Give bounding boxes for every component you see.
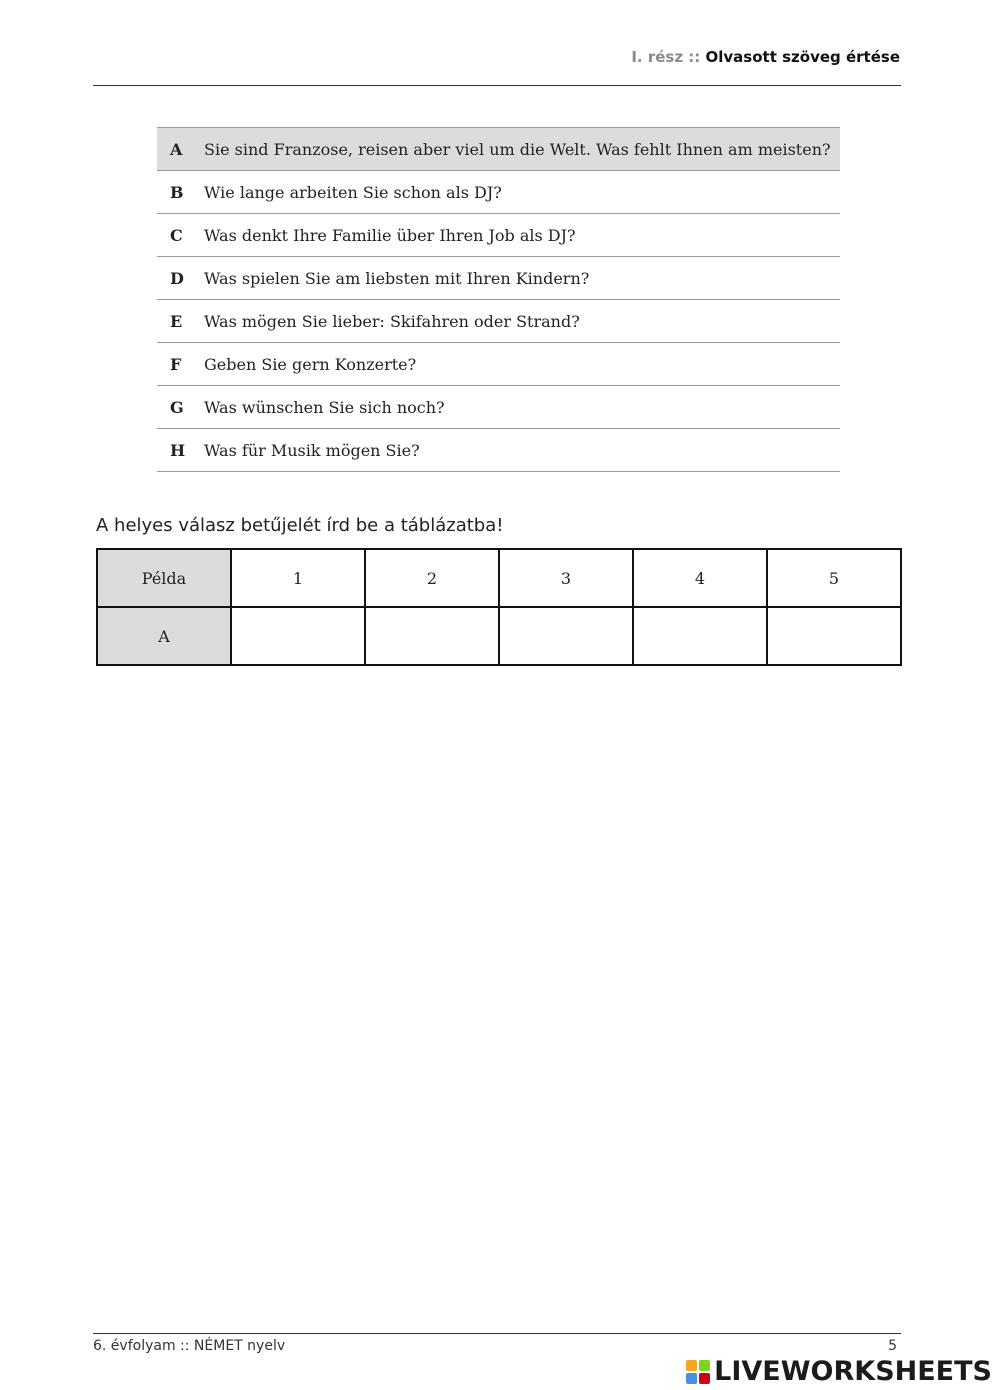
- option-row-a: [157, 127, 840, 171]
- answer-input-4[interactable]: [633, 607, 767, 665]
- options-list: [157, 127, 840, 472]
- option-text: Geben Sie gern Konzerte?: [204, 354, 417, 374]
- option-letter: C: [170, 225, 183, 245]
- answer-table: [96, 548, 902, 666]
- section-title: Olvasott szöveg értése: [705, 48, 900, 66]
- header-cell-3: 3: [499, 549, 633, 607]
- header-cell-1: 1: [231, 549, 365, 607]
- option-row-g: [157, 386, 840, 429]
- option-row-d: [157, 257, 840, 300]
- option-row-f: [157, 343, 840, 386]
- brand-name: LIVEWORKSHEETS: [714, 1356, 992, 1387]
- header-cell-5: 5: [767, 549, 901, 607]
- header-cell-2: 2: [365, 549, 499, 607]
- option-text: Was für Musik mögen Sie?: [204, 440, 420, 460]
- answer-input-3[interactable]: [499, 607, 633, 665]
- example-answer-cell: A: [97, 607, 231, 665]
- option-letter: B: [170, 182, 184, 202]
- option-text: Was wünschen Sie sich noch?: [204, 397, 445, 417]
- page-header: [631, 48, 900, 66]
- option-letter: E: [170, 311, 183, 331]
- liveworksheets-logo-icon: [686, 1360, 710, 1384]
- page-number: 5: [888, 1338, 897, 1354]
- option-text: Wie lange arbeiten Sie schon als DJ?: [204, 182, 502, 202]
- answer-input-2[interactable]: [365, 607, 499, 665]
- option-text: Was spielen Sie am liebsten mit Ihren Kindern?: [204, 268, 590, 288]
- section-part: I. rész ::: [631, 48, 701, 66]
- answer-input-5[interactable]: [767, 607, 901, 665]
- example-header-cell: Példa: [97, 549, 231, 607]
- answer-table-header-row: [97, 549, 901, 607]
- option-text: Was denkt Ihre Familie über Ihren Job als DJ?: [204, 225, 576, 245]
- answer-input-1[interactable]: [231, 607, 365, 665]
- option-letter: A: [170, 139, 183, 159]
- option-row-b: [157, 171, 840, 214]
- option-row-e: [157, 300, 840, 343]
- option-row-c: [157, 214, 840, 257]
- header-cell-4: 4: [633, 549, 767, 607]
- footer-divider: [93, 1333, 901, 1334]
- option-letter: F: [170, 354, 182, 374]
- option-letter: G: [170, 397, 184, 417]
- liveworksheets-brand: [686, 1356, 992, 1387]
- option-text: Sie sind Franzose, reisen aber viel um die Welt. Was fehlt Ihnen am meisten?: [204, 139, 831, 159]
- option-text: Was mögen Sie lieber: Skifahren oder Strand?: [204, 311, 580, 331]
- option-row-h: [157, 429, 840, 472]
- instruction-text: A helyes válasz betűjelét írd be a táblázatba!: [96, 515, 504, 536]
- footer-grade-subject: 6. évfolyam :: NÉMET nyelv: [93, 1338, 286, 1354]
- option-letter: H: [170, 440, 186, 460]
- answer-table-answer-row: [97, 607, 901, 665]
- option-letter: D: [170, 268, 184, 288]
- header-divider: [93, 85, 901, 86]
